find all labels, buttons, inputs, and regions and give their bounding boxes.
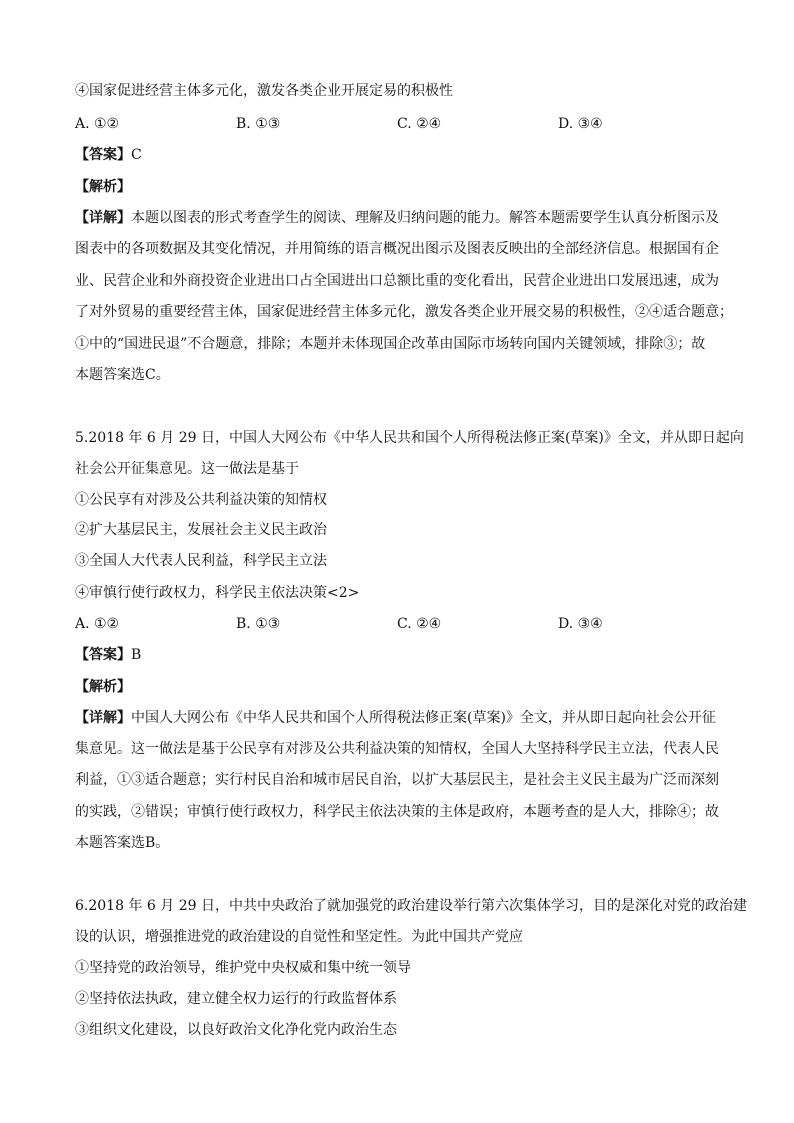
q5-detail-line-1 [75, 708, 734, 728]
detail-text: 本题以图表的形式考查学生的阅读、理解及归纳问题的能力。解答本题需要学生认真分析图示及 [131, 210, 719, 226]
q5-detail-line-4: 的实践，②错误；审慎行使行政权力，科学民主依法决策的主体是政府，本题考查的是人大，排除④；故 [75, 804, 719, 820]
q4-option-d: D. ③④ [558, 116, 603, 132]
q4-analysis-label: 【解析】 [75, 179, 131, 195]
q5-stem-line-1: 5.2018 年 6 月 29 日，中国人大网公布《中华人民共和国个人所得税法修正案(草案)》全文，并从即日起向 [75, 430, 744, 446]
q5-option-a: A. ①② [75, 616, 120, 632]
q5-item-1: ①公民享有对涉及公共利益决策的知情权 [75, 492, 327, 508]
q4-detail-line-2: 图表中的各项数据及其变化情况，并用简练的语言概况出图示及图表反映出的全部经济信息。根据国有企 [75, 241, 719, 257]
q4-detail-line-1 [75, 208, 734, 228]
q4-option-c: C. ②④ [397, 116, 442, 132]
q6-item-2: ②坚持依法执政，建立健全权力运行的行政监督体系 [75, 991, 397, 1007]
q4-answer [75, 145, 734, 165]
q5-detail-line-2: 集意见。这一做法是基于公民享有对涉及公共利益决策的知情权，全国人大坚持科学民主立法，代表人民 [75, 741, 719, 757]
q4-option-b: B. ①③ [236, 116, 281, 132]
q4-detail-line-3: 业、民营企业和外商投资企业进出口占全国进出口总额比重的变化看出，民营企业进出口发展迅速，成为 [75, 273, 719, 289]
q4-option-a: A. ①② [75, 116, 120, 132]
q5-item-4: ④审慎行使行政权力，科学民主依法决策<2> [75, 585, 360, 601]
q5-option-c: C. ②④ [397, 616, 442, 632]
q5-option-d: D. ③④ [558, 616, 603, 632]
detail-text: 中国人大网公布《中华人民共和国个人所得税法修正案(草案)》全文，并从即日起向社会公开征 [131, 710, 716, 726]
answer-value: B [131, 647, 142, 663]
q6-stem-line-1: 6.2018 年 6 月 29 日，中共中央政治了就加强党的政治建设举行第六次集体学习，目的是深化对党的政治建 [75, 898, 747, 914]
q5-option-b: B. ①③ [236, 616, 281, 632]
q4-item-4: ④国家促进经营主体多元化，激发各类企业开展定易的积极性 [75, 83, 453, 99]
q5-stem-line-2: 社会公开征集意见。这一做法是基于 [75, 461, 299, 477]
q5-options [75, 614, 734, 634]
answer-value: C [131, 147, 142, 163]
q4-options [75, 114, 734, 134]
q4-detail-line-5: ①中的“国进民退”不合题意，排除；本题并未体现国企改革由国际市场转向国内关键领域，排除③；故 [75, 336, 706, 352]
q5-answer [75, 645, 734, 665]
q4-detail-line-6: 本题答案选C。 [75, 367, 170, 383]
q4-detail-line-4: 了对外贸易的重要经营主体，国家促进经营主体多元化，激发各类企业开展交易的积极性，②④适合题意； [75, 304, 733, 320]
q6-item-3: ③组织文化建设，以良好政治文化净化党内政治生态 [75, 1022, 397, 1038]
q5-detail-line-5: 本题答案选B。 [75, 835, 170, 851]
q5-analysis-label: 【解析】 [75, 679, 131, 695]
detail-label: 【详解】 [75, 210, 131, 226]
detail-label: 【详解】 [75, 710, 131, 726]
q5-item-3: ③全国人大代表人民利益，科学民主立法 [75, 553, 327, 569]
q5-item-2: ②扩大基层民主，发展社会主义民主政治 [75, 522, 327, 538]
answer-label: 【答案】 [75, 147, 131, 163]
q6-stem-line-2: 设的认识，增强推进党的政治建设的自觉性和坚定性。为此中国共产党应 [75, 929, 523, 945]
q5-detail-line-3: 利益，①③适合题意；实行村民自治和城市居民自治，以扩大基层民主，是社会主义民主最为广泛而深刻 [75, 772, 719, 788]
answer-label: 【答案】 [75, 647, 131, 663]
q6-item-1: ①坚持党的政治领导，维护党中央权威和集中统一领导 [75, 960, 411, 976]
